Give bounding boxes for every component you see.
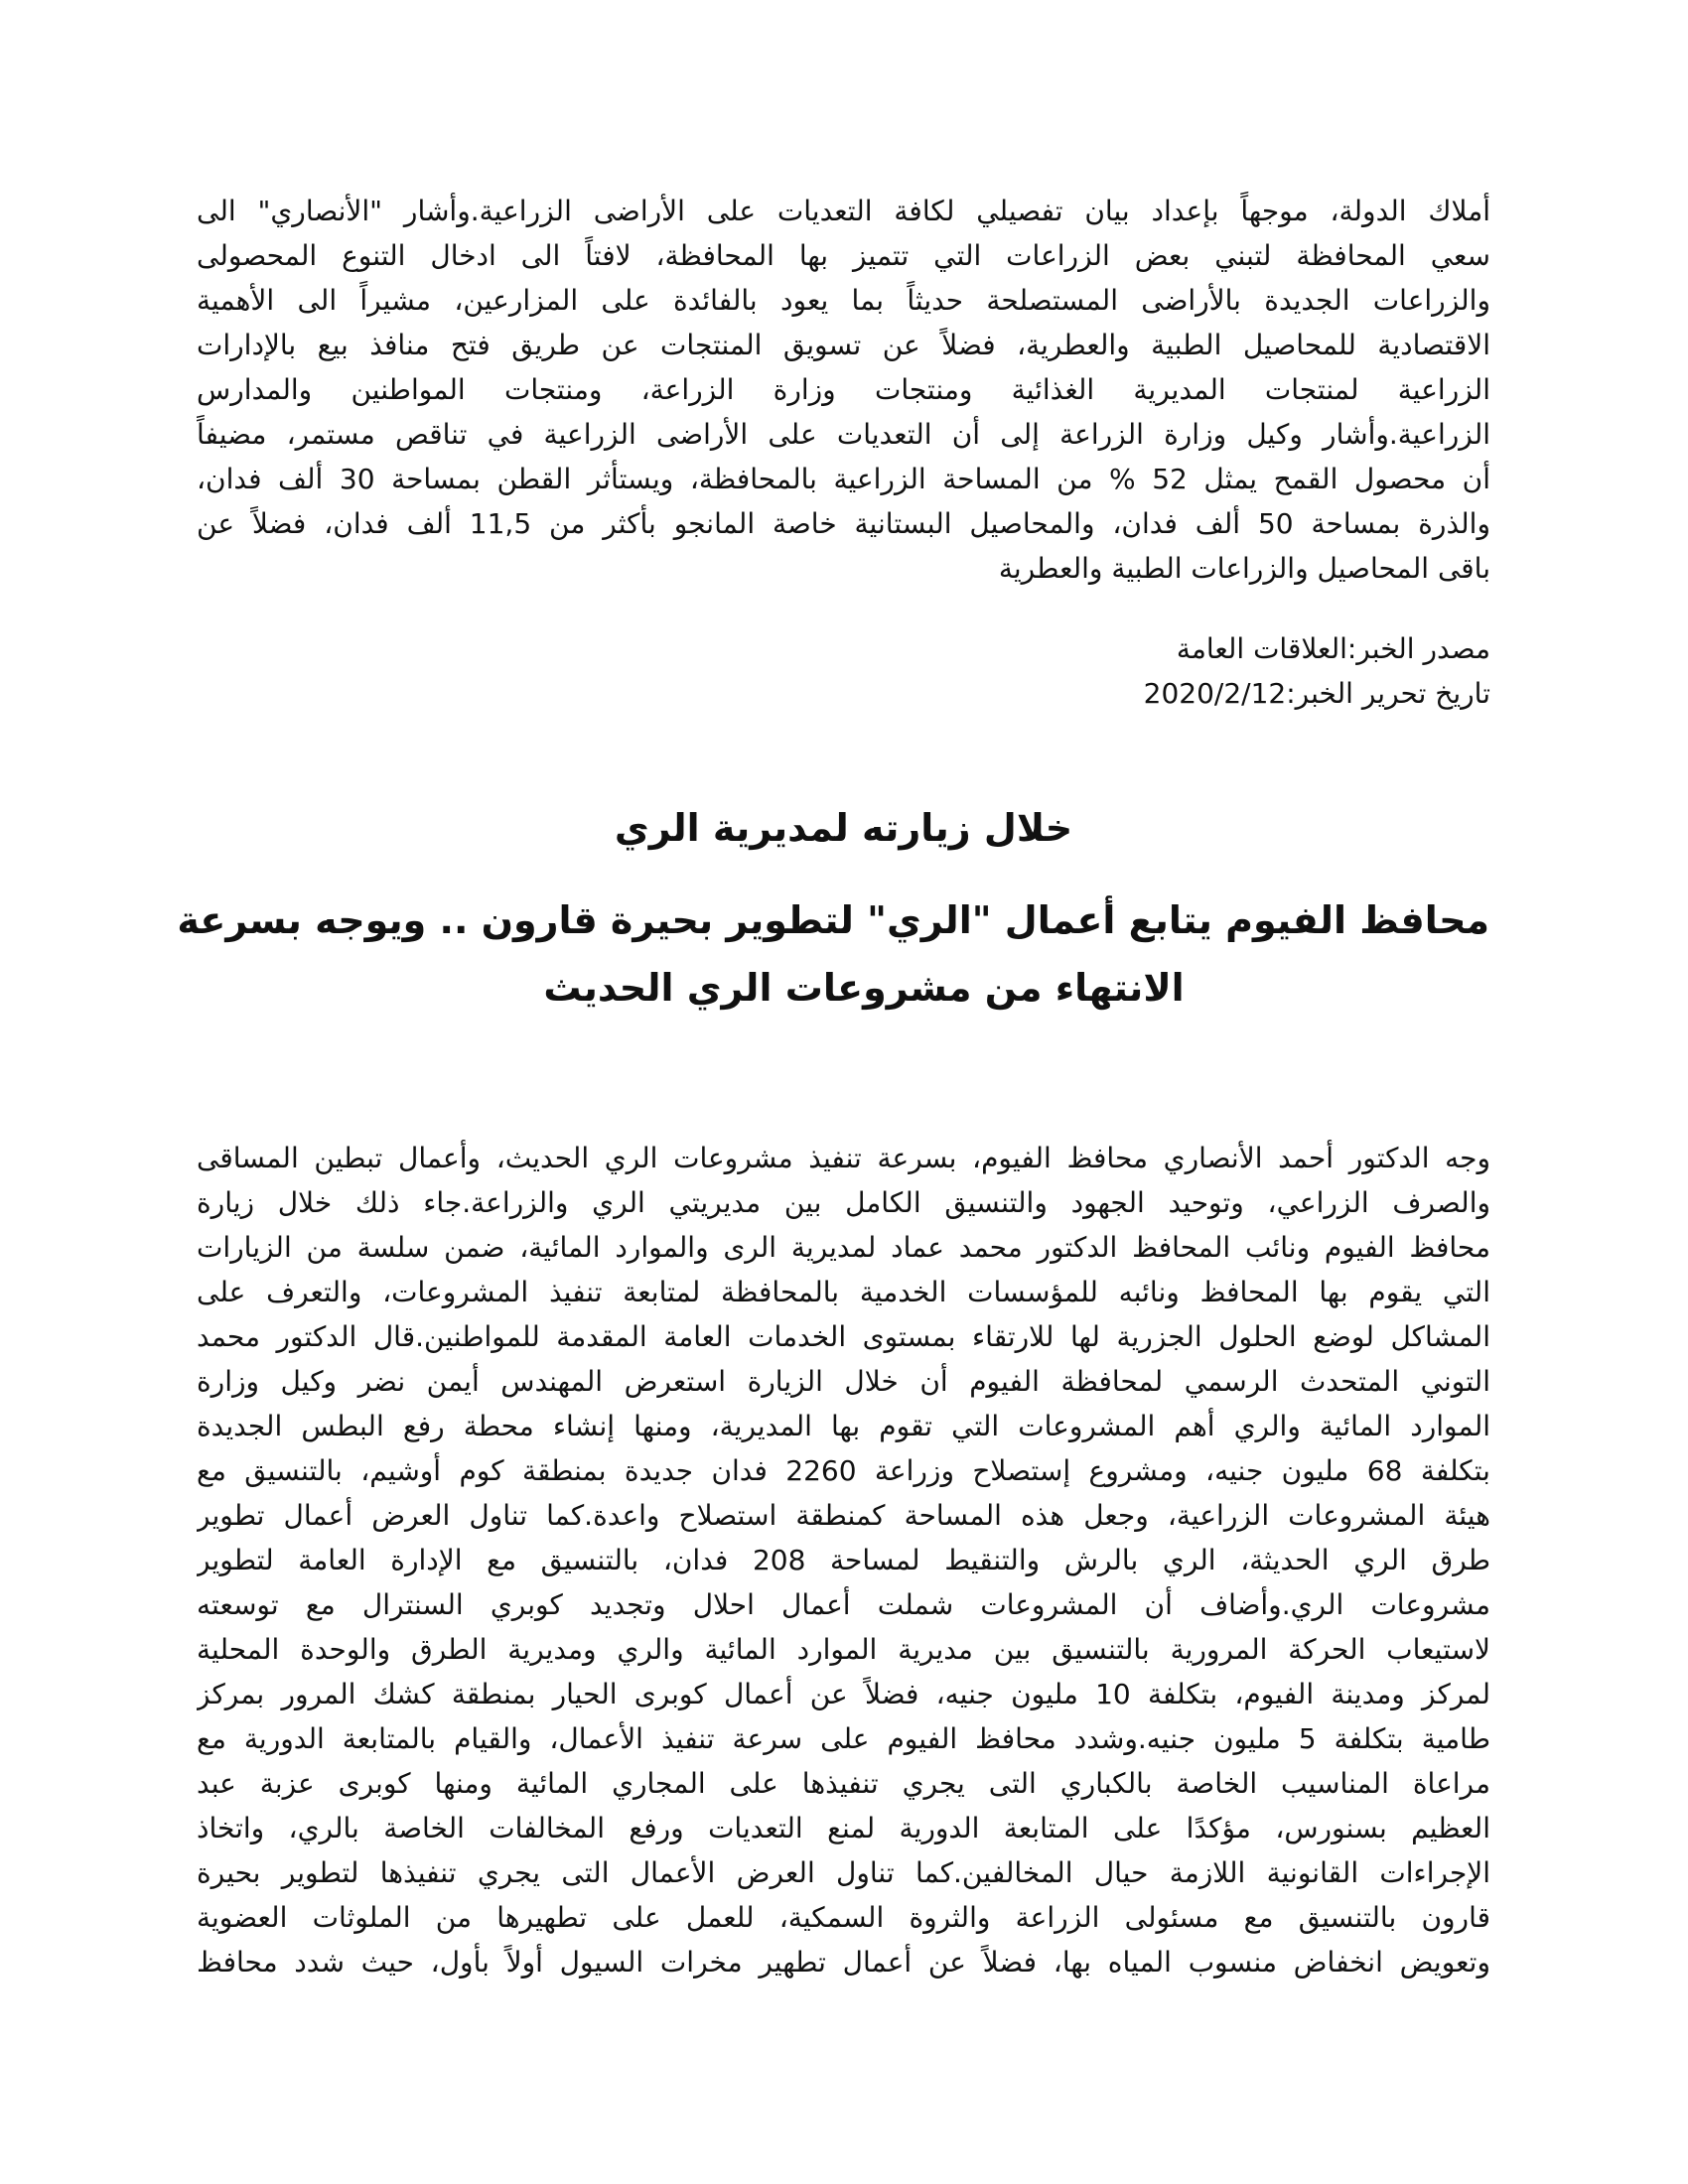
paragraph-line: وتعويض انخفاض منسوب المياه بها، فضلاً عن أعمال تطهير مخرات السيول أولاً بأول، حيث شدد محافظ (197, 1946, 1490, 1979)
paragraph-line: لمركز ومدينة الفيوم، بتكلفة 10 مليون جنيه، فضلاً عن أعمال كوبرى الحيار بمنطقة كشك المرور بمركز (197, 1678, 1490, 1710)
paragraph-line: المشاكل لوضع الحلول الجزرية لها للارتقاء بمستوى الخدمات العامة المقدمة للمواطنين.قال الدكتور محمد (197, 1320, 1490, 1353)
paragraph-line: قارون بالتنسيق مع مسئولى الزراعة والثروة السمكية، للعمل على تطهيرها من الملوثات العضوية (197, 1901, 1490, 1934)
headline-line: محافظ الفيوم يتابع أعمال "الري" لتطوير بحيرة قارون .. ويوجه بسرعة (177, 898, 1489, 942)
paragraph-line: لاستيعاب الحركة المرورية بالتنسيق بين مديرية الموارد المائية والري ومديرية الطرق والوحدة المحلية (197, 1633, 1490, 1666)
news-source: مصدر الخبر:العلاقات العامة (1176, 632, 1490, 665)
paragraph-line: مراعاة المناسيب الخاصة بالكباري التى يجري تنفيذها على المجاري المائية ومنها كوبرى عزبة عبد (197, 1767, 1490, 1800)
paragraph-line: هيئة المشروعات الزراعية، وجعل هذه المساحة كمنطقة استصلاح واعدة.كما تناول العرض أعمال تطوير (197, 1499, 1490, 1532)
paragraph-line: الموارد المائية والري أهم المشروعات التي تقوم بها المديرية، ومنها إنشاء محطة رفع البطس الجديدة (197, 1410, 1490, 1442)
paragraph-line: وجه الدكتور أحمد الأنصاري محافظ الفيوم، بسرعة تنفيذ مشروعات الري الحديث، وأعمال تبطين المساقى (197, 1142, 1490, 1174)
intro-paragraph (197, 189, 1490, 591)
paragraph-line: التي يقوم بها المحافظ ونائبه للمؤسسات الخدمية بالمحافظة لمتابعة تنفيذ المشروعات، والتعرف على (197, 1276, 1490, 1308)
paragraph-line: والزراعات الجديدة بالأراضى المستصلحة حديثاً بما يعود بالفائدة على المزارعين، مشيراً الى الأهمية (197, 284, 1490, 317)
paragraph-line: والصرف الزراعي، وتوحيد الجهود والتنسيق الكامل بين مديريتي الري والزراعة.جاء ذلك خلال زيارة (197, 1186, 1490, 1219)
article-subtitle: خلال زيارته لمديرية الري (614, 806, 1073, 850)
paragraph-line: محافظ الفيوم ونائب المحافظ الدكتور محمد عماد لمديرية الرى والموارد المائية، ضمن سلسة من الزيارات (197, 1231, 1490, 1264)
paragraph-line: طامية بتكلفة 5 مليون جنيه.وشدد محافظ الفيوم على سرعة تنفيذ الأعمال، والقيام بالمتابعة الدورية مع (197, 1722, 1490, 1755)
article-body (197, 1136, 1490, 1984)
news-date: تاريخ تحرير الخبر:2020/2/12 (1143, 677, 1490, 710)
paragraph-line: أن محصول القمح يمثل 52 % من المساحة الزراعية بالمحافظة، ويستأثر القطن بمساحة 30 ألف فدان، (197, 463, 1490, 495)
paragraph-line: الزراعية.وأشار وكيل وزارة الزراعة إلى أن التعديات على الأراضى الزراعية في تناقص مستمر، مضيفاً (197, 418, 1490, 451)
paragraph-line: أملاك الدولة، موجهاً بإعداد بيان تفصيلي لكافة التعديات على الأراضى الزراعية.وأشار "الأنصاري" الى (197, 195, 1490, 227)
paragraph-line: الاقتصادية للمحاصيل الطبية والعطرية، فضلاً عن تسويق المنتجات عن طريق فتح منافذ بيع بالإدارات (197, 329, 1490, 361)
paragraph-line: مشروعات الري.وأضاف أن المشروعات شملت أعمال احلال وتجديد كوبري السنترال مع توسعته (197, 1588, 1490, 1621)
paragraph-line: التوني المتحدث الرسمي لمحافظة الفيوم أن خلال الزيارة استعرض المهندس أيمن نضر وكيل وزارة (197, 1365, 1490, 1398)
paragraph-line: طرق الري الحديثة، الري بالرش والتنقيط لمساحة 208 فدان، بالتنسيق مع الإدارة العامة لتطوير (197, 1544, 1490, 1576)
paragraph-line: الإجراءات القانونية اللازمة حيال المخالفين.كما تناول العرض الأعمال التى يجري تنفيذها لتطوير بحيرة (197, 1856, 1490, 1889)
paragraph-line: الزراعية لمنتجات المديرية الغذائية ومنتجات وزارة الزراعة، ومنتجات المواطنين والمدارس (197, 373, 1490, 406)
paragraph-line: العظيم بسنورس، مؤكدًا على المتابعة الدورية لمنع التعديات ورفع المخالفات الخاصة بالري، واتخاذ (197, 1812, 1490, 1844)
news-meta (197, 626, 1490, 716)
article-headline (177, 887, 1489, 1022)
paragraph-line: والذرة بمساحة 50 ألف فدان، والمحاصيل البستانية خاصة المانجو بأكثر من 11,5 ألف فدان، فضلاً عن (197, 507, 1490, 540)
paragraph-line: بتكلفة 68 مليون جنيه، ومشروع إستصلاح وزراعة 2260 فدان جديدة بمنطقة كوم أوشيم، بالتنسيق مع (197, 1454, 1490, 1487)
paragraph-line: باقى المحاصيل والزراعات الطبية والعطرية (998, 552, 1490, 585)
paragraph-line: سعي المحافظة لتبني بعض الزراعات التي تتميز بها المحافظة، لافتاً الى ادخال التنوع المحصولى (197, 239, 1490, 272)
headline-line: الانتهاء من مشروعات الري الحديث (543, 966, 1185, 1010)
